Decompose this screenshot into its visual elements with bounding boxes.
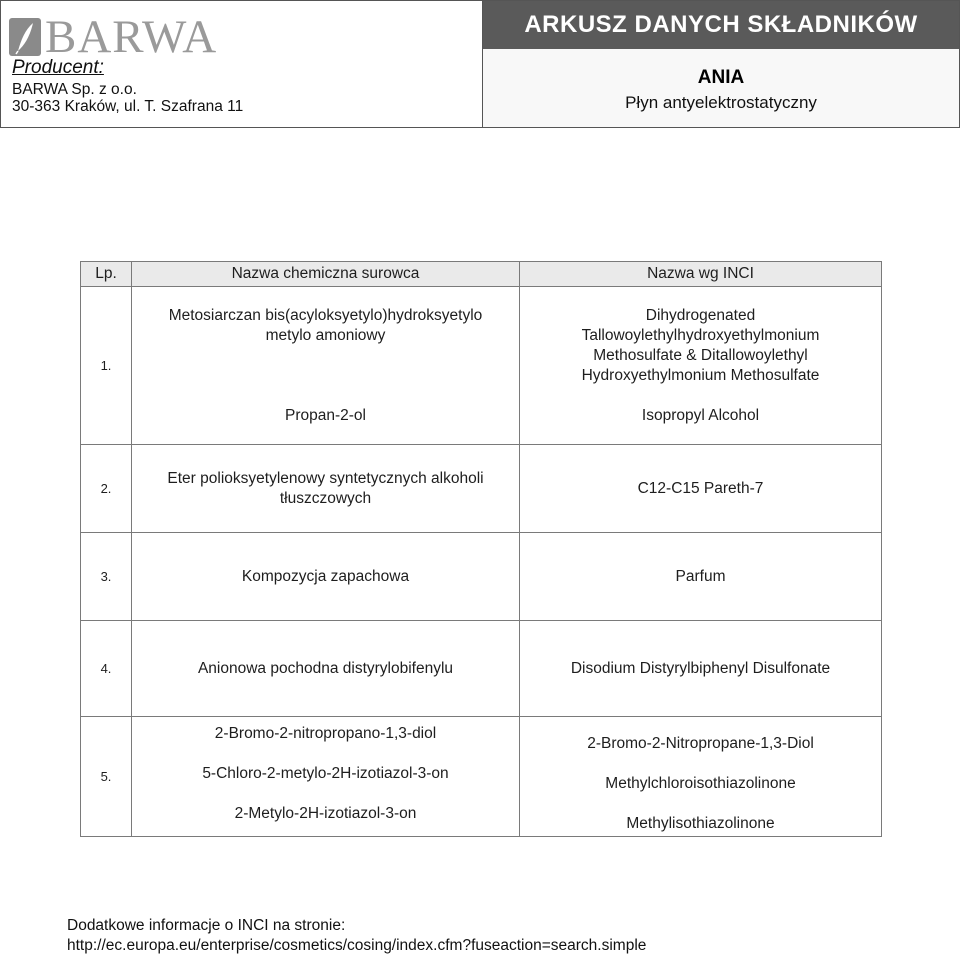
producer-address: 30-363 Kraków, ul. T. Szafrana 11 — [12, 98, 244, 115]
producer-label: Producent: — [12, 57, 104, 78]
chemical-name: Anionowa pochodna distyrylobifenylu — [132, 621, 520, 717]
chemical-name: 2-Metylo-2H-izotiazol-3-on — [234, 804, 417, 822]
product-panel — [482, 0, 960, 128]
footer-info — [67, 916, 646, 956]
company-logo — [9, 11, 231, 63]
inci-name: Dihydrogenated Tallowoylethylhydroxyethylmonium Methosulfate & Ditallowoylethyl Hydroxyethylmonium Methosulfate — [581, 306, 820, 384]
row-number: 2. — [81, 445, 132, 533]
header-lp: Lp. — [81, 262, 132, 287]
row-number: 1. — [81, 287, 132, 445]
logo-text: BARWA — [45, 11, 218, 63]
inci-name: Isopropyl Alcohol — [641, 406, 760, 424]
row-number: 5. — [81, 717, 132, 837]
chemical-name: Metosiarczan bis(acyloksyetylo)hydroksyetylo metylo amoniowy — [168, 306, 483, 344]
cosing-link[interactable]: http://ec.europa.eu/enterprise/cosmetics/cosing/index.cfm?fuseaction=search.simple — [67, 937, 647, 954]
row-number: 3. — [81, 533, 132, 621]
sheet-title: ARKUSZ DANYCH SKŁADNIKÓW — [483, 1, 959, 49]
producer-name: BARWA Sp. z o.o. — [12, 81, 137, 98]
chemical-name: Propan-2-ol — [285, 406, 366, 424]
table-row — [81, 445, 882, 533]
chemical-name: Kompozycja zapachowa — [132, 533, 520, 621]
table-row — [81, 533, 882, 621]
inci-name: Methylisothiazolinone — [626, 814, 775, 832]
ingredients-table — [80, 261, 882, 837]
chemical-name: 5-Chloro-2-metylo-2H-izotiazol-3-on — [202, 764, 449, 782]
logo-feather-icon — [9, 18, 41, 56]
chemical-name: 2-Bromo-2-nitropropano-1,3-diol — [214, 724, 437, 742]
table-row — [81, 287, 882, 445]
inci-name: 2-Bromo-2-Nitropropane-1,3-Diol — [587, 734, 814, 752]
table-header-row — [81, 262, 882, 287]
product-name: ANIA — [697, 67, 745, 88]
inci-name: C12-C15 Pareth-7 — [520, 445, 882, 533]
inci-name: Methylchloroisothiazolinone — [605, 774, 796, 792]
chemical-name-cell — [132, 287, 520, 445]
chemical-name-cell — [132, 717, 520, 837]
footer-info-label: Dodatkowe informacje o INCI na stronie: — [67, 917, 346, 934]
header-inci-name: Nazwa wg INCI — [520, 262, 882, 287]
chemical-name: Eter polioksyetylenowy syntetycznych alkoholi tłuszczowych — [167, 469, 484, 507]
inci-name: Parfum — [520, 533, 882, 621]
table-row — [81, 621, 882, 717]
row-number: 4. — [81, 621, 132, 717]
inci-name-cell — [520, 287, 882, 445]
product-description: Płyn antyelektrostatyczny — [625, 93, 817, 112]
document-header — [0, 0, 960, 130]
producer-panel — [0, 0, 482, 128]
header-chemical-name: Nazwa chemiczna surowca — [132, 262, 520, 287]
chemical-name-cell — [132, 445, 520, 533]
table-row — [81, 717, 882, 837]
inci-name-cell — [520, 717, 882, 837]
inci-name: Disodium Distyrylbiphenyl Disulfonate — [520, 621, 882, 717]
